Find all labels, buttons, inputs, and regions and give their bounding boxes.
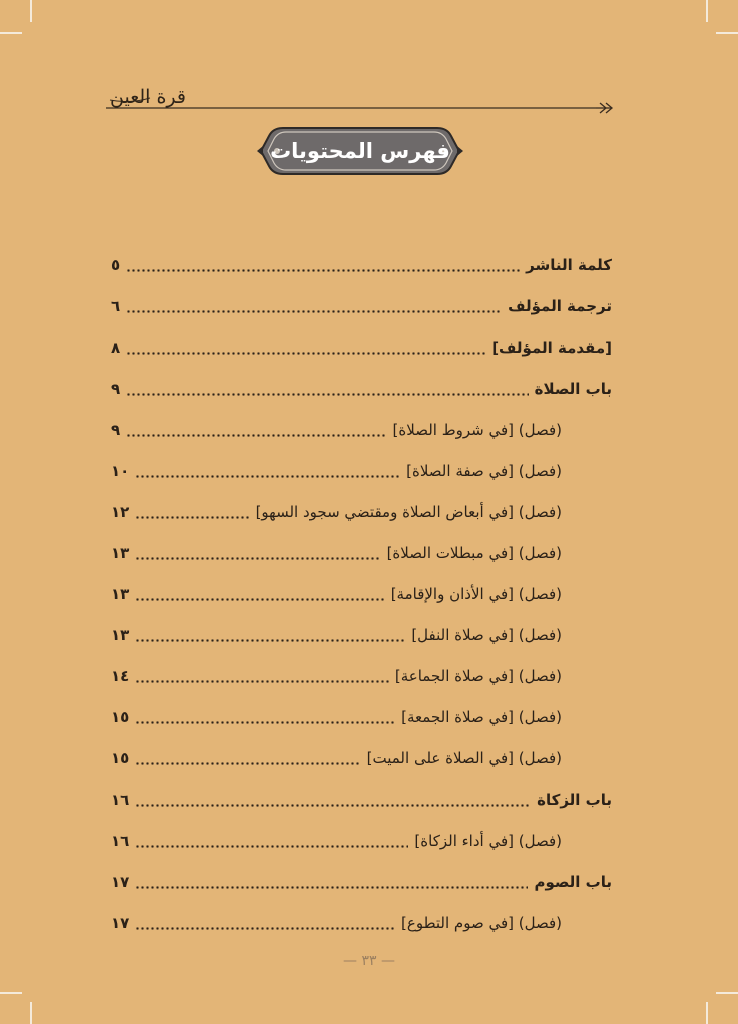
toc-entry[interactable] [0,497,738,527]
leader-dots [135,680,389,683]
toc-entry[interactable] [0,538,738,568]
toc-entry[interactable] [0,702,738,732]
toc-entry-page: ١٦ [111,832,130,850]
toc-entry-page: ١٣ [111,544,130,562]
toc-entry[interactable] [0,291,738,321]
leader-dots [135,927,395,930]
toc-entry[interactable] [0,415,738,445]
toc-entry[interactable] [0,579,738,609]
running-title: قرة العين [110,86,186,108]
toc-entry-page: ١٠ [111,462,130,480]
leader-dots [135,516,249,519]
toc-entry-page: ١٢ [111,503,130,521]
toc-entry-page: ٦ [111,297,121,315]
toc-entry-page: ١٧ [111,873,130,891]
toc-entry-page: ٩ [111,421,121,439]
toc-entry-page: ١٣ [111,626,130,644]
toc-entry[interactable] [0,620,738,650]
toc-entry[interactable] [0,250,738,280]
leader-dots [135,886,528,889]
toc-entry[interactable] [0,333,738,363]
toc-entry[interactable] [0,908,738,938]
toc-entry[interactable] [0,785,738,815]
leader-dots [126,434,386,437]
toc-entry-label: (فصل) [في صفة الصلاة] [406,462,562,480]
toc-entry[interactable] [0,743,738,773]
toc-entry-page: ١٧ [111,914,130,932]
toc-entry-label: باب الصوم [534,873,612,891]
toc-entry[interactable] [0,374,738,404]
toc-entry-page: ١٥ [111,749,130,767]
leader-dots [135,721,395,724]
leader-dots [135,598,384,601]
toc-entry-page: ١٤ [111,667,130,685]
toc-entry-label: [مقدمة المؤلف] [492,339,612,357]
toc-entry-label: (فصل) [في شروط الصلاة] [392,421,562,439]
leader-dots [135,557,380,560]
toc-entry-label: (فصل) [في صلاة النفل] [411,626,562,644]
toc-entry[interactable] [0,456,738,486]
leader-dots [126,269,520,272]
leader-dots [135,639,405,642]
toc-entry-label: (فصل) [في مبطلات الصلاة] [386,544,562,562]
toc-entry-label: (فصل) [في صوم التطوع] [401,914,562,932]
toc-entry-label: (فصل) [في الصلاة على الميت] [366,749,562,767]
toc-entry[interactable] [0,661,738,691]
toc-entry[interactable] [0,826,738,856]
toc-entry-label: باب الصلاة [534,380,612,398]
toc-entry-label: (فصل) [في صلاة الجماعة] [394,667,562,685]
leader-dots [135,475,400,478]
toc-entry-page: ٩ [111,380,121,398]
toc-entry-label: (فصل) [في أداء الزكاة] [414,832,562,850]
toc-entry[interactable] [0,867,738,897]
leader-dots [126,393,528,396]
leader-dots [126,352,486,355]
toc-entry-label: (فصل) [في أبعاض الصلاة ومقتضي سجود السهو] [255,503,562,521]
toc-entry-label: (فصل) [في صلاة الجمعة] [401,708,562,726]
toc-entry-page: ١٣ [111,585,130,603]
toc-entry-label: كلمة الناشر [526,256,612,274]
contents-title: فهرس المحتويات [270,139,450,163]
toc-entry-label: ترجمة المؤلف [508,297,612,315]
page-number: — ٣٣ — [343,953,395,969]
leader-dots [135,762,360,765]
toc-entry-label: باب الزكاة [537,791,612,809]
toc-entry-label: (فصل) [في الأذان والإقامة] [390,585,562,603]
leader-dots [135,804,531,807]
toc-entry-page: ١٥ [111,708,130,726]
toc-entry-page: ٨ [111,339,121,357]
leader-dots [135,845,408,848]
toc-entry-page: ٥ [111,256,121,274]
leader-dots [126,310,502,313]
toc-entry-page: ١٦ [111,791,130,809]
